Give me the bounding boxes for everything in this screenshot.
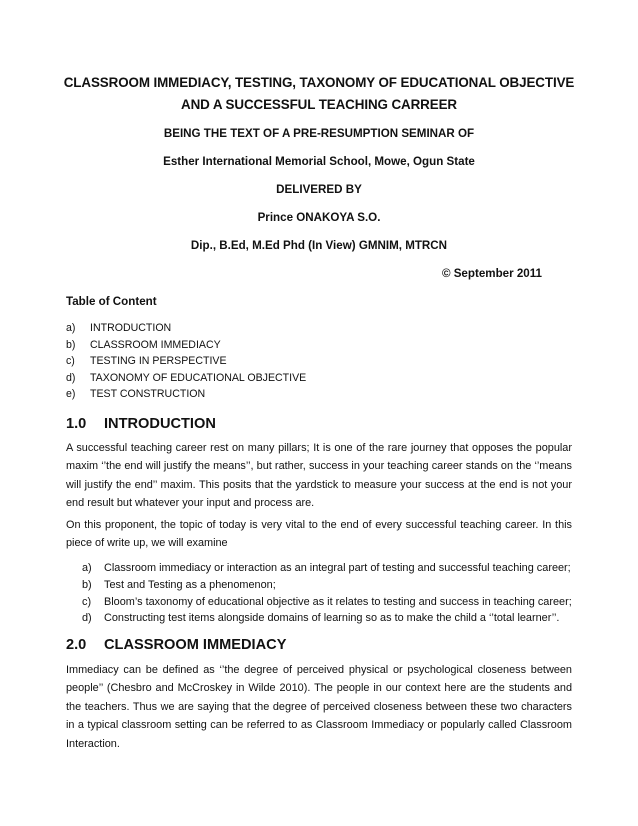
- author-credentials: Dip., B.Ed, M.Ed Phd (In View) GMNIM, MTRCN: [190, 239, 448, 252]
- toc-item-label: TEST CONSTRUCTION: [90, 388, 206, 401]
- toc-item: [66, 320, 306, 337]
- list-item-text: Test and Testing as a phenomenon;: [104, 578, 276, 591]
- toc-item-marker: a): [66, 322, 76, 334]
- section-2-paragraph-1: Immediacy can be defined as ‘’the degree of perceived physical or psychological closeness between people’’ (Chesbro and McCroskey in Wilde 2010). The people in our context here are the students and the teachers. Thus we are saying that the degree of perceived closeness between these two characters in a typical classroom setting can be referred to as Classroom Immediacy or popularly called Classroom Interaction.: [66, 664, 572, 750]
- list-item-marker: a): [82, 562, 92, 574]
- section-2-number: 2.0: [66, 637, 87, 653]
- toc-item-marker: b): [66, 338, 76, 351]
- toc-item-label: TAXONOMY OF EDUCATIONAL OBJECTIVE: [90, 371, 307, 384]
- section-1-list: [82, 560, 572, 627]
- toc-item-marker: d): [66, 371, 76, 384]
- toc-item-label: INTRODUCTION: [90, 322, 172, 334]
- toc-item-marker: c): [66, 355, 75, 368]
- list-item: [82, 560, 572, 577]
- toc-item: [66, 353, 306, 370]
- toc-heading: Table of Content: [66, 295, 157, 308]
- toc-item-label: TESTING IN PERSPECTIVE: [90, 355, 227, 368]
- section-1-heading: [66, 414, 216, 434]
- list-item: [82, 577, 572, 594]
- delivered-by-label: DELIVERED BY: [276, 183, 362, 196]
- section-2-title: CLASSROOM IMMEDIACY: [104, 637, 287, 653]
- venue: Esther International Memorial School, Mowe, Ogun State: [163, 155, 475, 168]
- toc-item-label: CLASSROOM IMMEDIACY: [90, 338, 221, 351]
- document-title-line-1: CLASSROOM IMMEDIACY, TESTING, TAXONOMY OF EDUCATIONAL OBJECTIVE: [63, 75, 575, 90]
- list-item-marker: c): [82, 595, 92, 608]
- document-date: © September 2011: [441, 267, 542, 280]
- toc-item: [66, 370, 306, 387]
- list-item-text: Constructing test items alongside domains of learning so as to make the child a ‘’total learner’’.: [104, 612, 560, 625]
- toc-item: [66, 337, 306, 354]
- section-1-paragraph-1: A successful teaching career rest on many pillars; It is one of the rare journey that opposes the popular maxim ‘’the end will justify the means’’, but rather, success in your teaching career stands on the ‘’means will justify the end’’ maxim. This posits that the yardstick to measure your success at the end is not your end result but whatever your input and process are.: [66, 442, 572, 510]
- section-1-paragraph-2: On this proponent, the topic of today is very vital to the end of every successful teaching career. In this piece of write up, we will examine: [66, 519, 572, 550]
- section-1-title: INTRODUCTION: [104, 416, 216, 432]
- document-title-line-2: AND A SUCCESSFUL TEACHING CARREER: [181, 97, 457, 112]
- list-item-marker: d): [82, 612, 92, 625]
- toc-item-marker: e): [66, 388, 76, 401]
- list-item-text: Bloom’s taxonomy of educational objective as it relates to testing and success in teaching career;: [104, 595, 572, 608]
- toc-item: [66, 386, 306, 403]
- toc-list: [66, 320, 306, 403]
- list-item: [82, 610, 572, 627]
- author-name: Prince ONAKOYA S.O.: [257, 211, 381, 224]
- list-item-text: Classroom immediacy or interaction as an integral part of testing and successful teaching career;: [104, 562, 571, 574]
- seminar-subtitle: BEING THE TEXT OF A PRE-RESUMPTION SEMINAR OF: [163, 127, 475, 140]
- list-item-marker: b): [82, 578, 92, 591]
- section-1-number: 1.0: [66, 416, 87, 432]
- list-item: [82, 594, 572, 611]
- section-2-heading: [66, 635, 286, 655]
